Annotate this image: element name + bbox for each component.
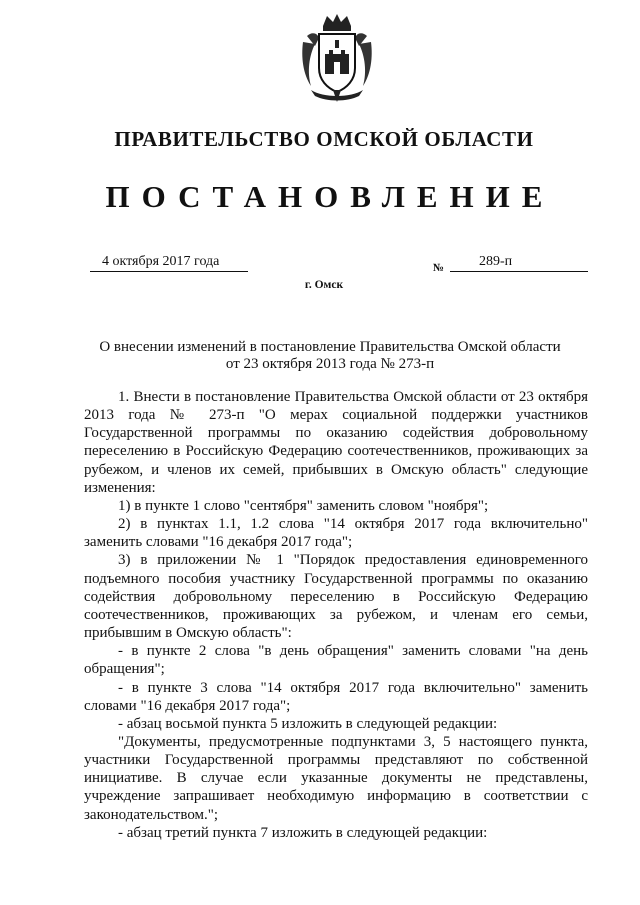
date-field [90,255,248,272]
number-label: № [433,262,445,274]
document-body [84,388,588,842]
number-field [450,255,588,272]
government-title: ПРАВИТЕЛЬСТВО ОМСКОЙ ОБЛАСТИ [114,127,534,151]
paragraph: "Документы, предусмотренные подпунктами 3, 5 настоящего пункта, участники Государственной программы представляют по собственной инициативе. В случае если указанные документы не представлены, учреждение запрашивает необходимую информацию в соответствии с законодательством."; [84,733,588,823]
paragraph: - в пункте 2 слова "в день обращения" заменить словами "на день обращения"; [84,643,588,678]
paragraph: 2) в пунктах 1.1, 1.2 слова "14 октября 2017 года включительно" заменить словами "16 декабря 2017 года"; [84,516,588,551]
document-number: 289-п [479,254,513,269]
paragraph: - в пункте 3 слова "14 октября 2017 года включительно" заменить словами "16 декабря 2017 года"; [84,679,588,714]
paragraph: - абзац восьмой пункта 5 изложить в следующей редакции: [118,715,498,732]
document-date: 4 октября 2017 года [102,254,220,269]
document-subject [60,339,600,373]
city: г. Омск [304,279,344,291]
subject-line-1: О внесении изменений в постановление Правительства Омской области [99,339,561,355]
coat-of-arms-icon [297,12,377,104]
document-type-title: ПОСТАНОВЛЕНИЕ [105,179,555,214]
subject-line-2: от 23 октября 2013 года № 273-п [225,356,435,372]
paragraph: 1. Внести в постановление Правительства Омской области от 23 октября 2013 года № 273-п "О мерах социальной поддержки участников Государственной программы по оказанию содействия добровольному переселению в Российскую Федерацию соотечественников, проживающих за рубежом, и членов их семей, прибывших в Омскую область" следующие изменения: [84,389,588,496]
paragraph: - абзац третий пункта 7 изложить в следующей редакции: [118,824,488,841]
paragraph: 1) в пункте 1 слово "сентября" заменить словом "ноября"; [118,497,489,514]
paragraph: 3) в приложении № 1 "Порядок предоставления единовременного подъемного пособия участнику Государственной программы по оказанию содействия добровольному переселению в Российскую Федерацию соотечественников, проживающих за рубежом, и членам его семьи, прибывшим в Омскую область": [84,552,588,642]
